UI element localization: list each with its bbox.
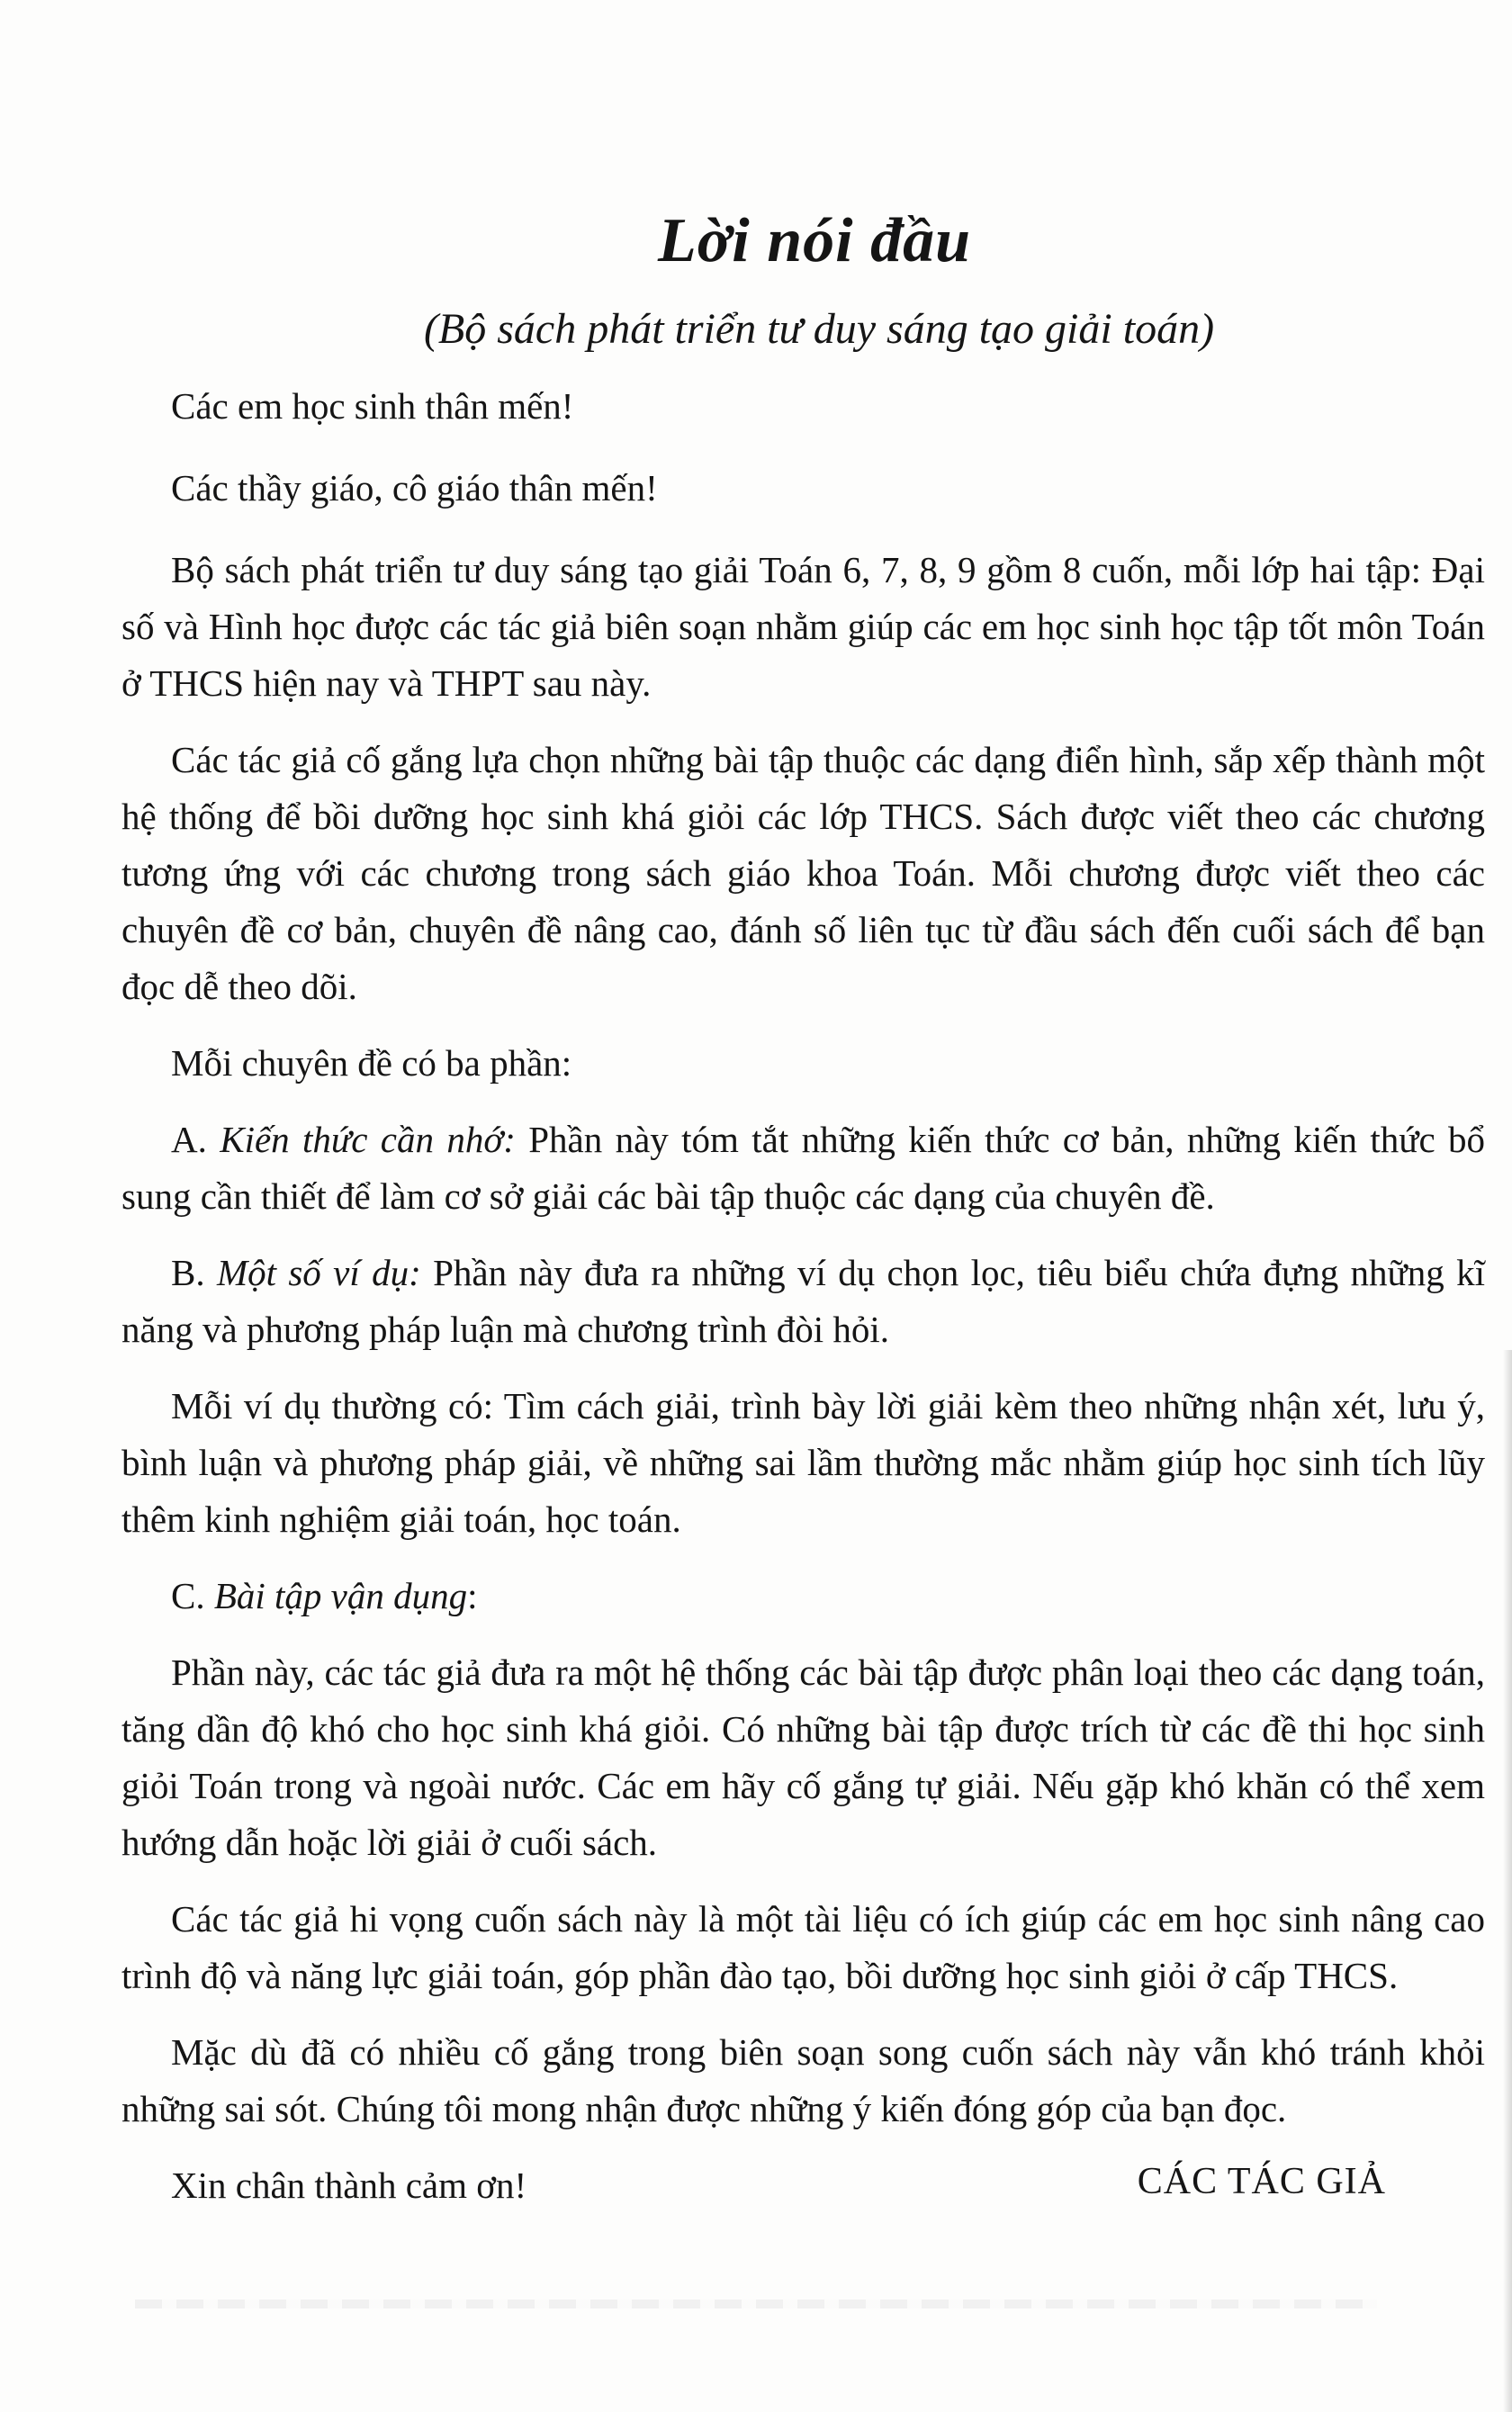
part-b-label: B.	[171, 1252, 217, 1293]
paragraph-feedback: Mặc dù đã có nhiều cố gắng trong biên soạn song cuốn sách này vẫn khó tránh khỏi những sai sót. Chúng tôi mong nhận được những ý kiến đóng góp của bạn đọc.	[122, 2031, 1485, 2129]
part-c-text: :	[467, 1575, 478, 1616]
part-a-term: Kiến thức cần nhớ:	[220, 1119, 516, 1160]
paragraph-examples: Mỗi ví dụ thường có: Tìm cách giải, trình bày lời giải kèm theo những nhận xét, lưu ý, bình luận và phương pháp giải, về những sai lầm thường mắc nhằm giúp học sinh tích lũy thêm kinh nghiệm giải toán, học toán.	[122, 1385, 1485, 1540]
bleed-through-footer	[135, 2300, 1377, 2308]
paragraph-three-parts: Mỗi chuyên đề có ba phần:	[171, 1042, 572, 1084]
page-edge-shadow	[1503, 1350, 1512, 2412]
paragraph-structure: Các tác giả cố gắng lựa chọn những bài tập thuộc các dạng điển hình, sắp xếp thành một hệ thống để bồi dưỡng học sinh khá giỏi các lớp THCS. Sách được viết theo các chương tương ứng với các chương trong sách giáo khoa Toán. Mỗi chương được viết theo các chuyên đề cơ bản, chuyên đề nâng cao, đánh số liên tục từ đầu sách đến cuối sách để bạn đọc dễ theo dõi.	[122, 739, 1485, 1007]
paragraph-exercises: Phần này, các tác giả đưa ra một hệ thống các bài tập được phân loại theo các dạng toán, tăng dần độ khó cho học sinh khá giỏi. Có những bài tập được trích từ các đề thi học sinh giỏi Toán trong và ngoài nước. Các em hãy cố gắng tự giải. Nếu gặp khó khăn có thể xem hướng dẫn hoặc lời giải ở cuối sách.	[122, 1652, 1485, 1863]
closing-thanks: Xin chân thành cảm ơn!	[171, 2164, 527, 2206]
preface-body	[122, 378, 1485, 2234]
paragraph-intro: Bộ sách phát triển tư duy sáng tạo giải Toán 6, 7, 8, 9 gồm 8 cuốn, mỗi lớp hai tập: Đại số và Hình học được các tác giả biên soạn nhằm giúp các em học sinh học tập tốt môn Toán ở THCS hiện nay và THPT sau này.	[122, 549, 1485, 704]
part-a-label: A.	[171, 1119, 220, 1160]
part-b-text: Phần này đưa ra những ví dụ chọn lọc, tiêu biểu chứa đựng những kĩ năng và phương pháp luận mà chương trình đòi hỏi.	[122, 1252, 1486, 1350]
part-b-term: Một số ví dụ:	[216, 1252, 421, 1293]
page-subtitle: (Bộ sách phát triển tư duy sáng tạo giải toán)	[423, 305, 1215, 353]
paragraph-hope: Các tác giả hi vọng cuốn sách này là một tài liệu có ích giúp các em học sinh nâng cao trình độ và năng lực giải toán, góp phần đào tạo, bồi dưỡng học sinh giỏi ở cấp THCS.	[122, 1898, 1485, 1996]
part-c-term: Bài tập vận dụng	[213, 1575, 468, 1616]
paragraph-part-b	[122, 1245, 1485, 1358]
greeting-teachers: Các thầy giáo, cô giáo thân mến!	[171, 467, 658, 508]
paragraph-part-a	[122, 1112, 1485, 1225]
part-a-text: Phần này tóm tắt những kiến thức cơ bản, những kiến thức bổ sung cần thiết để làm cơ sở giải các bài tập thuộc các dạng của chuyên đề.	[122, 1119, 1486, 1217]
authors-signature: CÁC TÁC GIẢ	[1137, 2161, 1386, 2202]
paragraph-part-c	[122, 1568, 1485, 1624]
page-title: Lời nói đầu	[657, 206, 972, 275]
part-c-label: C.	[171, 1575, 214, 1616]
greeting-students: Các em học sinh thân mến!	[171, 385, 574, 427]
